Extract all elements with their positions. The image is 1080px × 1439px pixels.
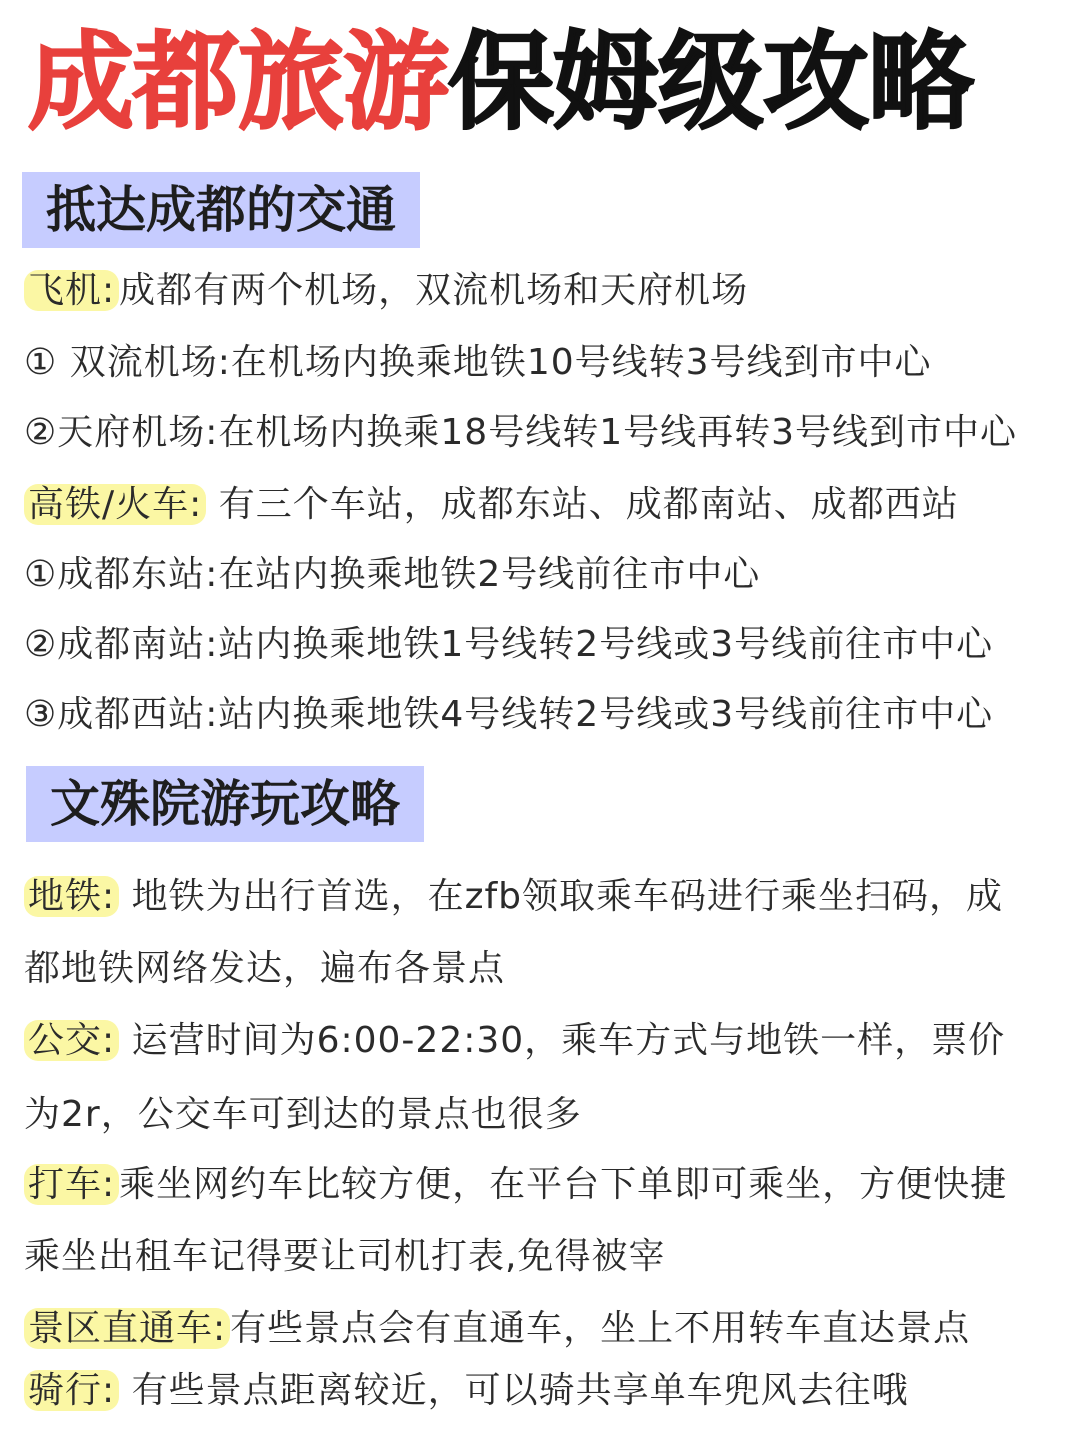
train-text: 有三个车站，成都东站、成都南站、成都西站 xyxy=(206,484,959,525)
train-line xyxy=(24,480,959,530)
title-black-part: 保姆级攻略 xyxy=(448,21,973,144)
train-item-east: ①成都东站:在站内换乘地铁2号线前往市中心 xyxy=(24,554,761,595)
train-item-west: ③成都西站:站内换乘地铁4号线转2号线或3号线前往市中心 xyxy=(24,694,994,735)
taxi-label: 打车: xyxy=(24,1164,119,1205)
taxi-text-1: 乘坐网约车比较方便，在平台下单即可乘坐，方便快捷 xyxy=(119,1164,1008,1205)
page-title xyxy=(28,18,1058,148)
metro-line-2: 都地铁网络发达，遍布各景点 xyxy=(24,948,506,989)
plane-item-shuangliu: ① 双流机场:在机场内换乘地铁10号线转3号线到市中心 xyxy=(24,342,932,383)
section-heading-arrival: 抵达成都的交通 xyxy=(22,172,420,248)
metro-line-1 xyxy=(24,872,1003,922)
cycling-text: 有些景点距离较近，可以骑共享单车兜风去往哦 xyxy=(119,1370,909,1411)
metro-text-1: 地铁为出行首选，在zfb领取乘车码进行乘坐扫码，成 xyxy=(119,876,1004,917)
train-label: 高铁/火车: xyxy=(24,484,206,525)
title-red-part: 成都旅游 xyxy=(28,21,448,144)
bus-label: 公交: xyxy=(24,1020,119,1061)
shuttle-line xyxy=(24,1304,970,1354)
bus-text-1: 运营时间为6:00-22:30，乘车方式与地铁一样，票价 xyxy=(119,1020,1006,1061)
bus-line-1 xyxy=(24,1016,1005,1066)
train-item-south: ②成都南站:站内换乘地铁1号线转2号线或3号线前往市中心 xyxy=(24,624,994,665)
cycling-label: 骑行: xyxy=(24,1370,119,1411)
plane-line xyxy=(24,266,748,316)
shuttle-label: 景区直通车: xyxy=(24,1308,230,1349)
plane-text: 成都有两个机场，双流机场和天府机场 xyxy=(119,270,749,311)
plane-item-tianfu: ②天府机场:在机场内换乘18号线转1号线再转3号线到市中心 xyxy=(24,412,1018,453)
section-heading-wenshu: 文殊院游玩攻略 xyxy=(26,766,424,842)
bus-line-2: 为2r，公交车可到达的景点也很多 xyxy=(24,1094,582,1135)
cycling-line xyxy=(24,1366,909,1416)
plane-label: 飞机: xyxy=(24,270,119,311)
taxi-line-2: 乘坐出租车记得要让司机打表,免得被宰 xyxy=(24,1236,666,1277)
metro-label: 地铁: xyxy=(24,876,119,917)
taxi-line-1 xyxy=(24,1160,1007,1210)
shuttle-text: 有些景点会有直通车，坐上不用转车直达景点 xyxy=(230,1308,971,1349)
